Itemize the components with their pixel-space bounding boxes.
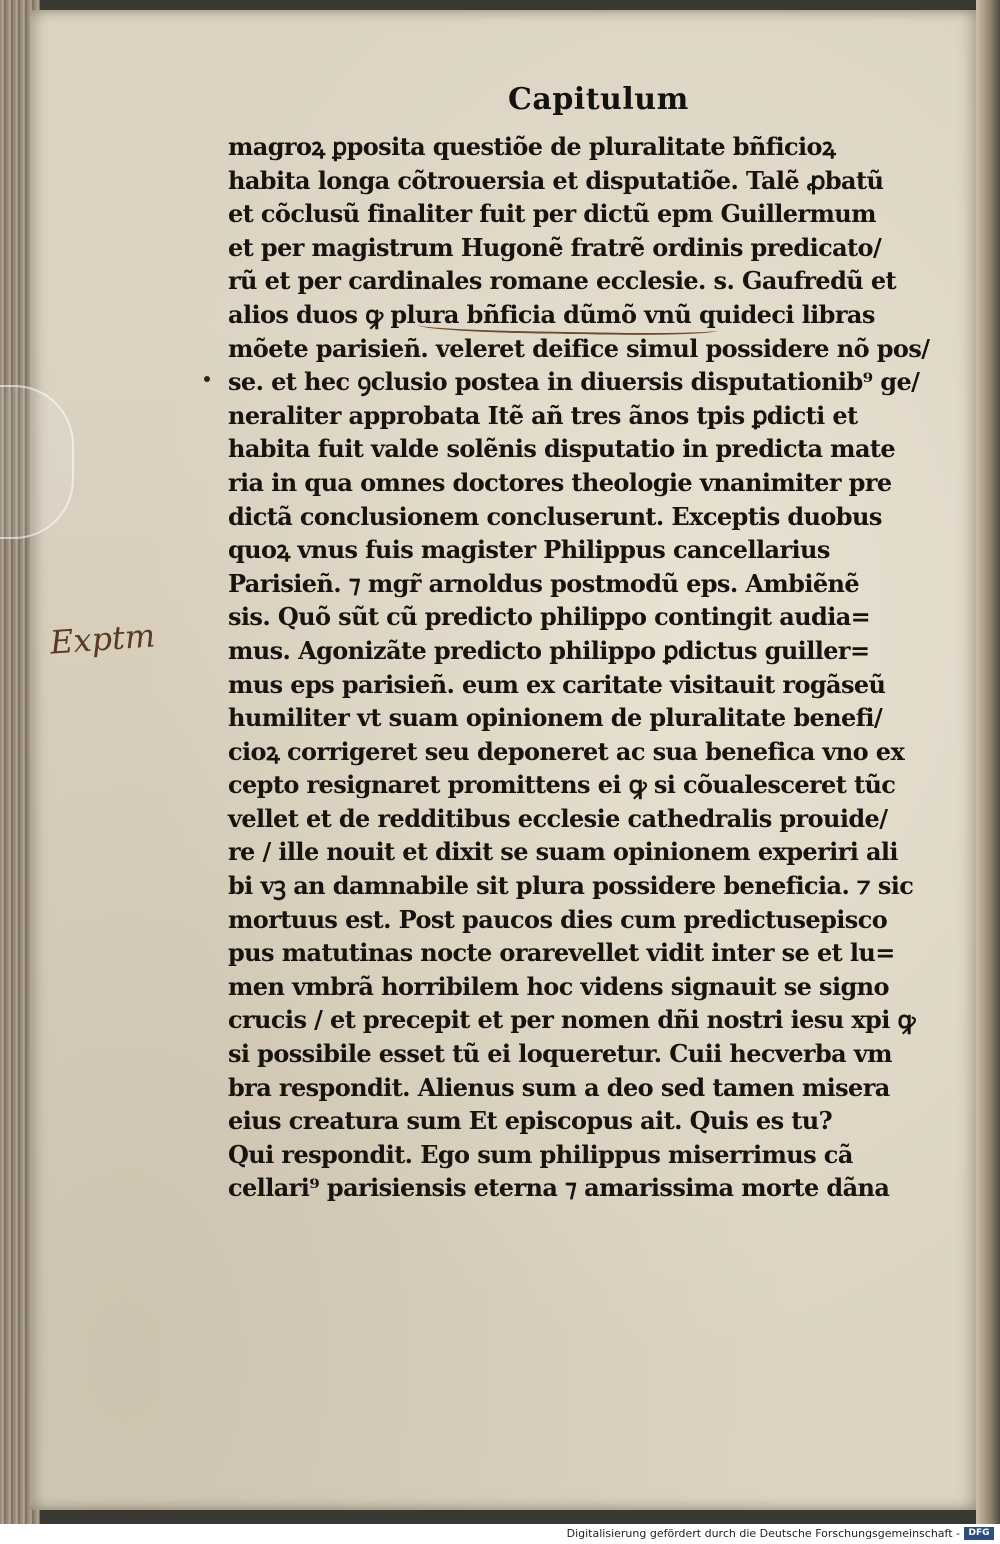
- text-line: rũ et per cardinales romane ecclesie. s. Gaufredũ et: [228, 266, 897, 296]
- text-line: pus matutinas nocte orarevellet vidit inter se et lu=: [228, 938, 895, 968]
- text-line: Qui respondit. Ego sum philippus miserrimus cã: [228, 1139, 853, 1169]
- text-line: alios duos ꝙ plura bñficia dũmõ vnũ quideci libras: [228, 299, 875, 329]
- text-line: habita longa cõtrouersia et disputatiõe. Talẽ ꝓbatũ: [228, 165, 884, 195]
- text-line: mus. Agonizãte predicto philippo ꝑdictus guiller=: [228, 635, 870, 665]
- text-line: habita fuit valde solẽnis disputatio in predicta mate: [228, 434, 896, 464]
- text-line: vellet et de redditibus ecclesie cathedralis prouide/: [228, 803, 888, 833]
- text-line: cepto resignaret promittens ei ꝙ si cõualesceret tũc: [228, 770, 896, 800]
- text-line: mortuus est. Post paucos dies cum predictusepisco: [228, 904, 888, 934]
- dfg-logo: DFG: [964, 1527, 994, 1540]
- text-line: quoꝝ vnus fuis magister Philippus cancellarius: [228, 535, 830, 565]
- text-line: et cõclusũ finaliter fuit per dictũ epm Guillermum: [228, 199, 876, 229]
- ink-dot: [204, 376, 210, 382]
- text-line: magroꝝ ꝑposita questiõe de pluralitate bñficioꝝ: [228, 132, 836, 161]
- body-text: [228, 130, 958, 1205]
- text-line: mus eps parisieñ. eum ex caritate visitauit rogãseũ: [228, 669, 886, 699]
- text-line: neraliter approbata Itẽ añ tres ãnos tpis ꝑdicti et: [228, 400, 858, 430]
- text-line: mõete parisieñ. veleret deifice simul possidere nõ pos/: [228, 333, 930, 363]
- text-line: bi vꝫ an damnabile sit plura possidere beneficia. ⁊ sic: [228, 871, 914, 901]
- text-line: bra respondit. Alienus sum a deo sed tamen misera: [228, 1072, 890, 1102]
- text-line: et per magistrum Hugonẽ fratrẽ ordinis predicato/: [228, 232, 882, 262]
- text-line: ria in qua omnes doctores theologie vnanimiter pre: [228, 467, 892, 497]
- text-line: si possibile esset tũ ei loqueretur. Cuii hecverba vm: [228, 1039, 892, 1069]
- text-line: se. et hec ꝯclusio postea in diuersis disputationib⁹ ge/: [228, 367, 920, 397]
- chapter-heading: Capitulum: [508, 82, 689, 117]
- handwritten-marginal-note: Exptm: [48, 616, 157, 662]
- text-line: eius creatura sum Et episcopus ait. Quis es tu?: [228, 1106, 833, 1136]
- text-line: dictã conclusionem concluserunt. Exceptis duobus: [228, 501, 882, 531]
- text-line: men vmbrã horribilem hoc videns signauit se signo: [228, 971, 889, 1001]
- text-line: humiliter vt suam opinionem de pluralitate benefi/: [228, 703, 883, 733]
- text-line: sis. Quõ sũt cũ predicto philippo contingit audia=: [228, 602, 871, 632]
- text-line: Parisieñ. ⁊ mgr̃ arnoldus postmodũ eps. Ambiẽnẽ: [228, 568, 860, 598]
- text-line: cellari⁹ parisiensis eterna ⁊ amarissima morte dãna: [228, 1173, 890, 1203]
- text-line: re / ille nouit et dixit se suam opinionem experiri ali: [228, 837, 898, 867]
- text-line: cioꝝ corrigeret seu deponeret ac sua benefica vno ex: [228, 736, 905, 766]
- book-gutter: [976, 0, 1000, 1524]
- funding-credit: Digitalisierung gefördert durch die Deutsche Forschungsgemeinschaft -: [566, 1527, 960, 1540]
- text-line: crucis / et precepit et per nomen dñi nostri iesu xpi ꝙ: [228, 1005, 915, 1035]
